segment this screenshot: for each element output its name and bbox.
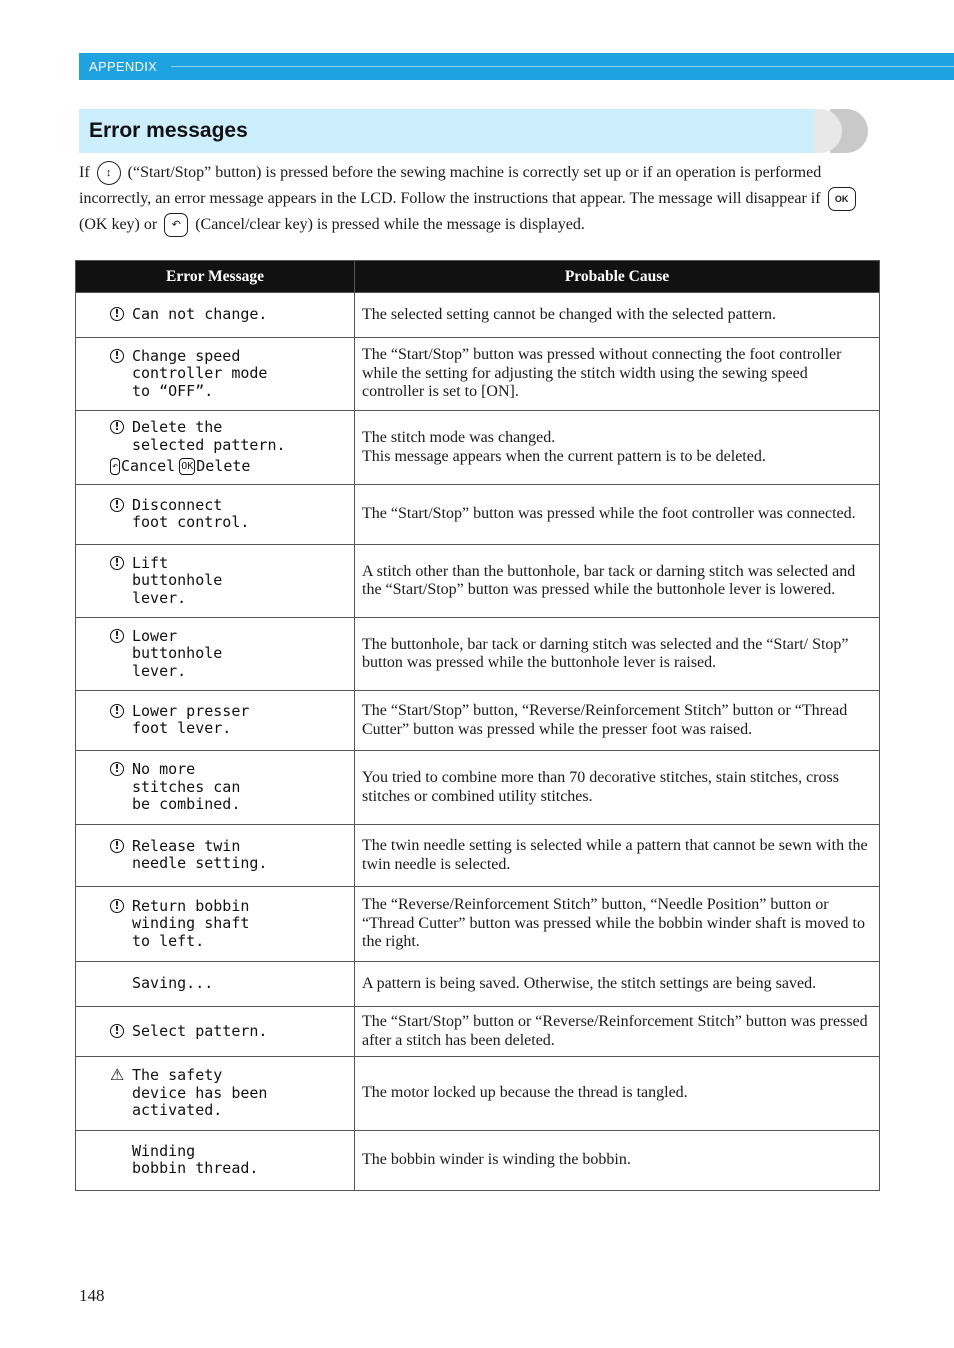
probable-cause-cell bbox=[355, 338, 880, 411]
lcd-text: Lift buttonhole lever. bbox=[132, 553, 223, 607]
section-title: Error messages bbox=[89, 119, 248, 142]
error-messages-table bbox=[75, 260, 880, 1191]
header-probable-cause: Probable Cause bbox=[355, 261, 880, 293]
cancel-key-icon: ↶ bbox=[110, 458, 120, 475]
intro-text-2: (“Start/Stop” button) is pressed before the sewing machine is correctly set up or if an operation is performed incorrectly, an error message appears in the LCD. Follow the instructions that appear. The message will disappear if bbox=[79, 164, 822, 207]
lcd-text: Change speed controller mode to “OFF”. bbox=[132, 346, 268, 400]
error-message-cell bbox=[76, 887, 355, 962]
table-row bbox=[76, 691, 880, 751]
lcd-message bbox=[114, 553, 223, 608]
alert-icon: ! bbox=[110, 498, 124, 512]
probable-cause-cell bbox=[355, 962, 880, 1007]
intro-text-1: If bbox=[79, 164, 90, 181]
table-row bbox=[76, 1007, 880, 1057]
probable-cause-cell bbox=[355, 1007, 880, 1057]
lcd-message bbox=[132, 975, 213, 993]
lcd-text: Lower buttonhole lever. bbox=[132, 626, 223, 680]
lcd-text: Release twin needle setting. bbox=[132, 836, 268, 873]
table-row bbox=[76, 1057, 880, 1131]
intro-text-4: (Cancel/clear key) is pressed while the message is displayed. bbox=[195, 216, 585, 233]
lcd-text: Lower presser foot lever. bbox=[132, 701, 250, 738]
error-message-cell bbox=[76, 411, 355, 485]
cancel-key-icon: ↶ bbox=[164, 213, 188, 237]
probable-cause-cell bbox=[355, 618, 880, 691]
probable-cause-cell bbox=[355, 485, 880, 545]
section-label: APPENDIX bbox=[89, 59, 158, 74]
error-message-cell bbox=[76, 618, 355, 691]
table-row bbox=[76, 618, 880, 691]
probable-cause-cell bbox=[355, 825, 880, 887]
probable-cause-cell bbox=[355, 411, 880, 485]
cause-text: The buttonhole, bar tack or darning stitch was selected and the “Start/ Stop” button was pressed while the buttonhole lever is raised. bbox=[362, 635, 849, 671]
error-message-cell bbox=[76, 485, 355, 545]
cause-text: The “Start/Stop” button was pressed while the foot controller was connected. bbox=[362, 505, 856, 523]
error-message-cell bbox=[76, 338, 355, 411]
ok-key-icon: OK bbox=[179, 458, 195, 475]
cause-text: The selected setting cannot be changed with the selected pattern. bbox=[362, 305, 777, 323]
alert-icon: ! bbox=[110, 629, 124, 643]
lcd-text: Delete the selected pattern. bbox=[132, 418, 286, 454]
lcd-text: Saving... bbox=[132, 974, 214, 992]
error-message-cell bbox=[76, 1007, 355, 1057]
lcd-text: Return bobbin winding shaft to left. bbox=[132, 896, 250, 950]
cause-text: The twin needle setting is selected while a pattern that cannot be sewn with the twin needle is selected. bbox=[362, 837, 868, 873]
cause-text: The bobbin winder is winding the bobbin. bbox=[362, 1151, 631, 1169]
probable-cause-cell bbox=[355, 1131, 880, 1191]
error-message-cell bbox=[76, 293, 355, 338]
delete-label: Delete bbox=[196, 457, 251, 475]
table-row bbox=[76, 411, 880, 485]
header-error-message: Error Message bbox=[76, 261, 355, 293]
cause-text: A stitch other than the buttonhole, bar tack or darning stitch was selected and the “Start/Stop” button was pressed while the buttonhole lever is lowered. bbox=[362, 562, 856, 598]
lcd-message bbox=[114, 1021, 268, 1041]
appendix-header-band bbox=[79, 53, 954, 80]
table-row bbox=[76, 485, 880, 545]
cause-text: The “Reverse/Reinforcement Stitch” button, “Needle Position” button or “Thread Cutter” button was pressed while the bobbin winder shaft is moved to the right. bbox=[362, 896, 865, 951]
table-row bbox=[76, 338, 880, 411]
lcd-message bbox=[114, 896, 250, 951]
lcd-message bbox=[114, 346, 268, 401]
alert-icon: ! bbox=[110, 704, 124, 718]
lcd-message bbox=[114, 495, 250, 532]
table-row bbox=[76, 1131, 880, 1191]
error-message-cell bbox=[76, 1057, 355, 1131]
lcd-text: No more stitches can be combined. bbox=[132, 760, 241, 813]
error-message-cell bbox=[76, 545, 355, 618]
alert-icon: ! bbox=[110, 349, 124, 363]
error-message-cell bbox=[76, 751, 355, 825]
alert-icon: ! bbox=[110, 762, 124, 776]
cause-text: A pattern is being saved. Otherwise, the stitch settings are being saved. bbox=[362, 974, 817, 992]
cause-text: The “Start/Stop” button, “Reverse/Reinforcement Stitch” button or “Thread Cutter” button was pressed while the presser foot was raised. bbox=[362, 702, 848, 738]
ok-key-icon: OK bbox=[828, 187, 856, 211]
alert-icon: ! bbox=[110, 899, 124, 913]
header-rule bbox=[171, 66, 954, 67]
probable-cause-cell bbox=[355, 751, 880, 825]
table-row bbox=[76, 887, 880, 962]
lcd-message bbox=[114, 305, 268, 324]
warning-icon: ⚠ bbox=[110, 1065, 125, 1084]
table-header-row bbox=[76, 261, 880, 293]
lcd-key-line bbox=[110, 458, 286, 476]
table-row bbox=[76, 962, 880, 1007]
page-number: 148 bbox=[79, 1286, 105, 1305]
lcd-message bbox=[112, 418, 286, 476]
lcd-text: Can not change. bbox=[132, 305, 268, 323]
cause-text: The motor locked up because the thread is tangled. bbox=[362, 1084, 688, 1102]
intro-paragraph bbox=[79, 160, 879, 238]
lcd-message bbox=[114, 760, 241, 814]
probable-cause-cell bbox=[355, 691, 880, 751]
lcd-text: Select pattern. bbox=[132, 1021, 268, 1040]
lcd-message bbox=[114, 701, 250, 738]
error-message-cell bbox=[76, 1131, 355, 1191]
probable-cause-cell bbox=[355, 1057, 880, 1131]
table-row bbox=[76, 751, 880, 825]
intro-text-3: (OK key) or bbox=[79, 216, 158, 233]
section-title-bar bbox=[79, 109, 814, 153]
probable-cause-cell bbox=[355, 293, 880, 338]
lcd-text: The safety device has been activated. bbox=[132, 1066, 268, 1119]
cause-text: The “Start/Stop” button or “Reverse/Reinforcement Stitch” button was pressed after a stitch has been deleted. bbox=[362, 1013, 868, 1049]
error-message-cell bbox=[76, 691, 355, 751]
table-row bbox=[76, 825, 880, 887]
error-message-cell bbox=[76, 962, 355, 1007]
lcd-text: Disconnect foot control. bbox=[132, 495, 250, 532]
table-row bbox=[76, 293, 880, 338]
cancel-label: Cancel bbox=[121, 457, 176, 475]
alert-icon: ! bbox=[110, 307, 124, 321]
cause-text: The “Start/Stop” button was pressed without connecting the foot controller while the setting for adjusting the stitch width using the sewing speed controller is set to [ON]. bbox=[362, 346, 842, 401]
lcd-message bbox=[110, 1065, 268, 1120]
lcd-message bbox=[114, 836, 268, 873]
start-stop-icon: ↕ bbox=[97, 161, 121, 185]
probable-cause-cell bbox=[355, 887, 880, 962]
alert-icon: ! bbox=[110, 420, 124, 434]
lcd-message bbox=[114, 626, 223, 681]
cause-text: The stitch mode was changed. This message appears when the current pattern is to be deleted. bbox=[362, 429, 766, 465]
error-message-cell bbox=[76, 825, 355, 887]
alert-icon: ! bbox=[110, 1024, 124, 1038]
probable-cause-cell bbox=[355, 545, 880, 618]
cause-text: You tried to combine more than 70 decorative stitches, stain stitches, cross stitches or combined utility stitches. bbox=[362, 769, 839, 805]
table-row bbox=[76, 545, 880, 618]
alert-icon: ! bbox=[110, 556, 124, 570]
alert-icon: ! bbox=[110, 839, 124, 853]
lcd-message bbox=[132, 1143, 258, 1178]
lcd-text: Winding bobbin thread. bbox=[132, 1141, 259, 1178]
